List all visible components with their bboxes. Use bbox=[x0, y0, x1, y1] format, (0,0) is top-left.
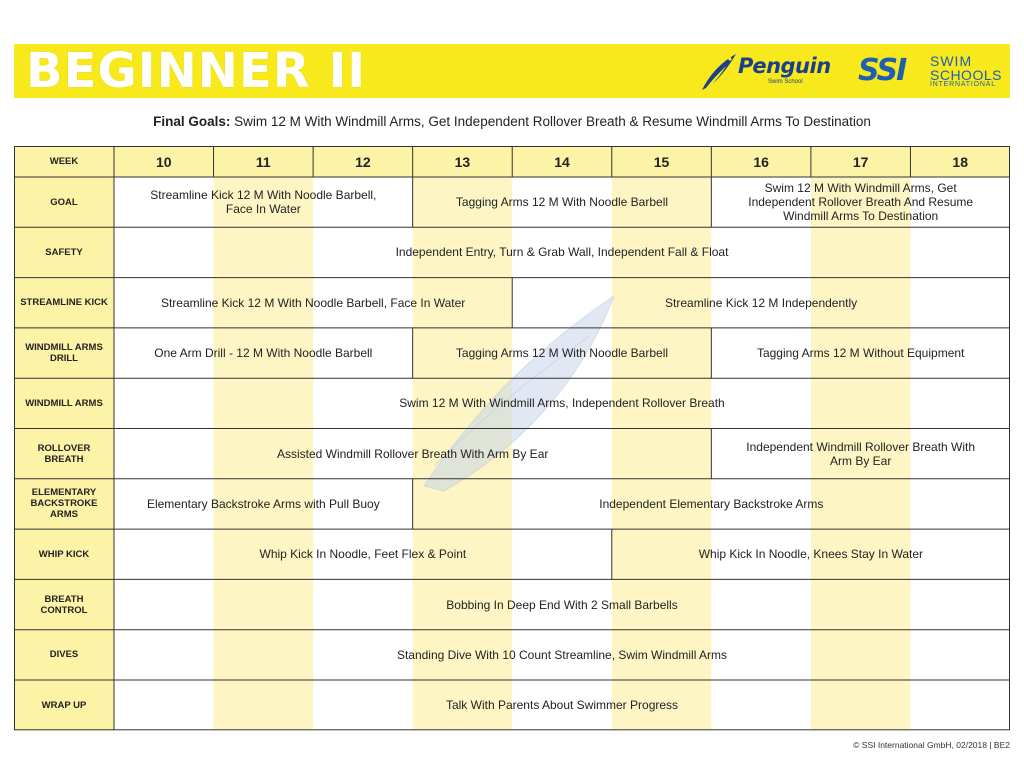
week-number: 10 bbox=[155, 153, 172, 170]
row-label: GOAL bbox=[50, 196, 78, 208]
table-cell: Standing Dive With 10 Count Streamline, Swim Windmill Arms bbox=[396, 647, 728, 662]
table-cell: Whip Kick In Noodle, Feet Flex & Point bbox=[259, 547, 467, 562]
week-number: 12 bbox=[355, 153, 371, 170]
row-label: ELEMENTARY BACKSTROKE ARMS bbox=[30, 487, 98, 521]
copyright-footer: © SSI International GmbH, 02/2018 | BE2 bbox=[853, 740, 1010, 750]
page-title: BEGINNER II bbox=[26, 43, 367, 99]
table-cell: Independent Entry, Turn & Grab Wall, Independent Fall & Float bbox=[395, 245, 729, 260]
table-cell: Streamline Kick 12 M With Noodle Barbell, Face In Water bbox=[160, 295, 466, 310]
final-goals-text: Swim 12 M With Windmill Arms, Get Independent Rollover Breath & Resume Windmill Arms To Destination bbox=[234, 114, 871, 129]
final-goals bbox=[0, 114, 1024, 129]
table-cell: Streamline Kick 12 M With Noodle Barbell, Face In Water bbox=[150, 188, 377, 217]
week-number: 11 bbox=[255, 153, 271, 170]
table-cell: Bobbing In Deep End With 2 Small Barbells bbox=[446, 597, 678, 612]
penguin-logo bbox=[696, 50, 846, 94]
row-label: WRAP UP bbox=[41, 699, 87, 711]
ssi-logo-line1: SWIM bbox=[930, 53, 973, 69]
week-number: 18 bbox=[952, 153, 968, 170]
row-label: WINDMILL ARMS bbox=[25, 397, 103, 409]
week-header-label: WEEK bbox=[49, 156, 79, 167]
row-label: BREATH CONTROL bbox=[40, 593, 88, 616]
table-cell: Whip Kick In Noodle, Knees Stay In Water bbox=[698, 547, 924, 562]
table-cell: Assisted Windmill Rollover Breath With Arm By Ear bbox=[276, 446, 549, 461]
lesson-plan-table bbox=[14, 146, 1010, 731]
row-label: DIVES bbox=[49, 649, 79, 661]
table-cell: Tagging Arms 12 M Without Equipment bbox=[756, 346, 965, 361]
ssi-logo bbox=[856, 50, 1008, 94]
table-cell: Swim 12 M With Windmill Arms, Get Independent Rollover Breath And Resume Windmill Arms To Destination bbox=[748, 181, 974, 224]
row-label: SAFETY bbox=[45, 246, 83, 258]
table-cell: Elementary Backstroke Arms with Pull Buoy bbox=[146, 496, 380, 511]
penguin-bird-icon bbox=[696, 50, 740, 94]
ssi-logo-line2: SCHOOLS bbox=[930, 67, 1002, 83]
week-number: 14 bbox=[554, 153, 570, 170]
table-cell: Tagging Arms 12 M With Noodle Barbell bbox=[455, 346, 669, 361]
row-label: ROLLOVER BREATH bbox=[37, 442, 91, 465]
week-number: 17 bbox=[852, 153, 869, 170]
table-cell: Streamline Kick 12 M Independently bbox=[665, 295, 858, 310]
ssi-logo-line3: INTERNATIONAL bbox=[930, 81, 996, 88]
week-number: 15 bbox=[653, 153, 670, 170]
week-number: 13 bbox=[454, 153, 471, 170]
final-goals-label: Final Goals: bbox=[153, 114, 231, 129]
table-cell: One Arm Drill - 12 M With Noodle Barbell bbox=[154, 346, 373, 361]
row-label: WHIP KICK bbox=[38, 548, 90, 560]
row-label: STREAMLINE KICK bbox=[20, 297, 108, 309]
table-cell: Tagging Arms 12 M With Noodle Barbell bbox=[455, 195, 669, 210]
table-cell: Independent Elementary Backstroke Arms bbox=[599, 496, 824, 511]
week-number: 16 bbox=[753, 153, 769, 170]
penguin-logo-subtitle: Swim School bbox=[768, 79, 803, 85]
table-cell: Independent Windmill Rollover Breath With Arm By Ear bbox=[746, 439, 976, 468]
table-cell: Swim 12 M With Windmill Arms, Independent Rollover Breath bbox=[399, 396, 725, 411]
penguin-logo-name: Penguin bbox=[738, 54, 831, 78]
ssi-logo-mark: SSI bbox=[858, 53, 906, 88]
row-label: WINDMILL ARMS DRILL bbox=[25, 342, 103, 365]
table-cell: Talk With Parents About Swimmer Progress bbox=[445, 698, 679, 713]
